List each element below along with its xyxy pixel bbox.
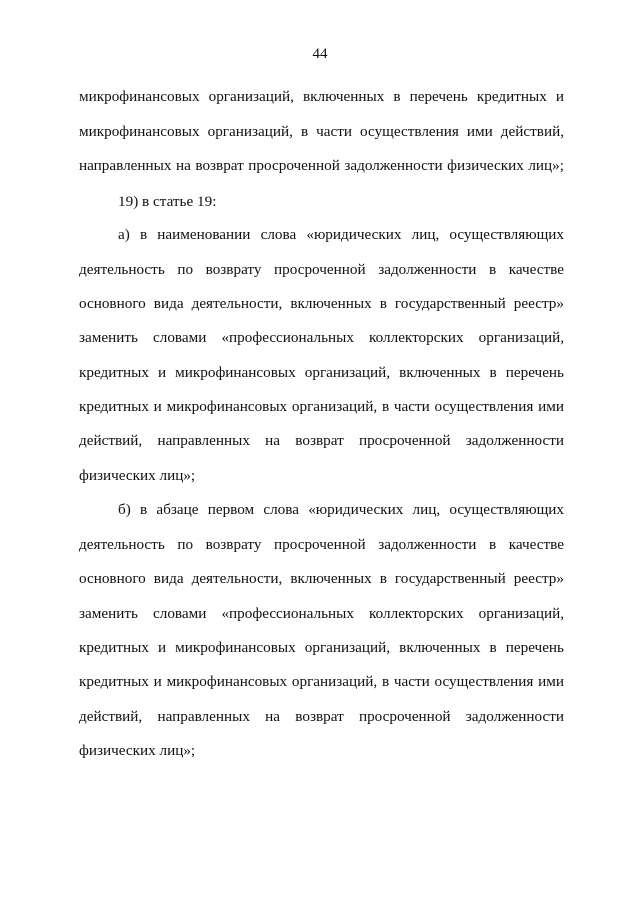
page-number: 44 — [312, 46, 328, 62]
text-line: физических лиц»; — [79, 467, 196, 484]
text-line: кредитных и микрофинансовых организаций, включенных в перечень — [79, 364, 564, 381]
text-line: 19) в статье 19: — [118, 193, 217, 210]
text-line: микрофинансовых организаций, включенных в перечень кредитных и — [79, 88, 564, 105]
text-line: б) в абзаце первом слова «юридических лиц, осуществляющих — [118, 501, 564, 518]
text-line: физических лиц»; — [79, 742, 196, 759]
text-line: заменить словами «профессиональных коллекторских организаций, — [79, 329, 564, 346]
text-line: кредитных и микрофинансовых организаций, включенных в перечень — [79, 639, 564, 656]
text-line: а) в наименовании слова «юридических лиц, осуществляющих — [118, 226, 564, 243]
text-line: основного вида деятельности, включенных в государственный реестр» — [79, 570, 564, 587]
text-line: заменить словами «профессиональных коллекторских организаций, — [79, 605, 564, 622]
text-line: деятельность по возврату просроченной задолженности в качестве — [79, 536, 564, 553]
text-line: кредитных и микрофинансовых организаций, в части осуществления ими — [79, 673, 564, 690]
text-line: действий, направленных на возврат просроченной задолженности — [79, 708, 564, 725]
text-line: действий, направленных на возврат просроченной задолженности — [79, 432, 564, 449]
text-line: направленных на возврат просроченной задолженности физических лиц»; — [79, 157, 564, 174]
text-line: основного вида деятельности, включенных в государственный реестр» — [79, 295, 564, 312]
text-line: кредитных и микрофинансовых организаций, в части осуществления ими — [79, 398, 564, 415]
text-line: деятельность по возврату просроченной задолженности в качестве — [79, 261, 564, 278]
text-line: микрофинансовых организаций, в части осуществления ими действий, — [79, 123, 564, 140]
